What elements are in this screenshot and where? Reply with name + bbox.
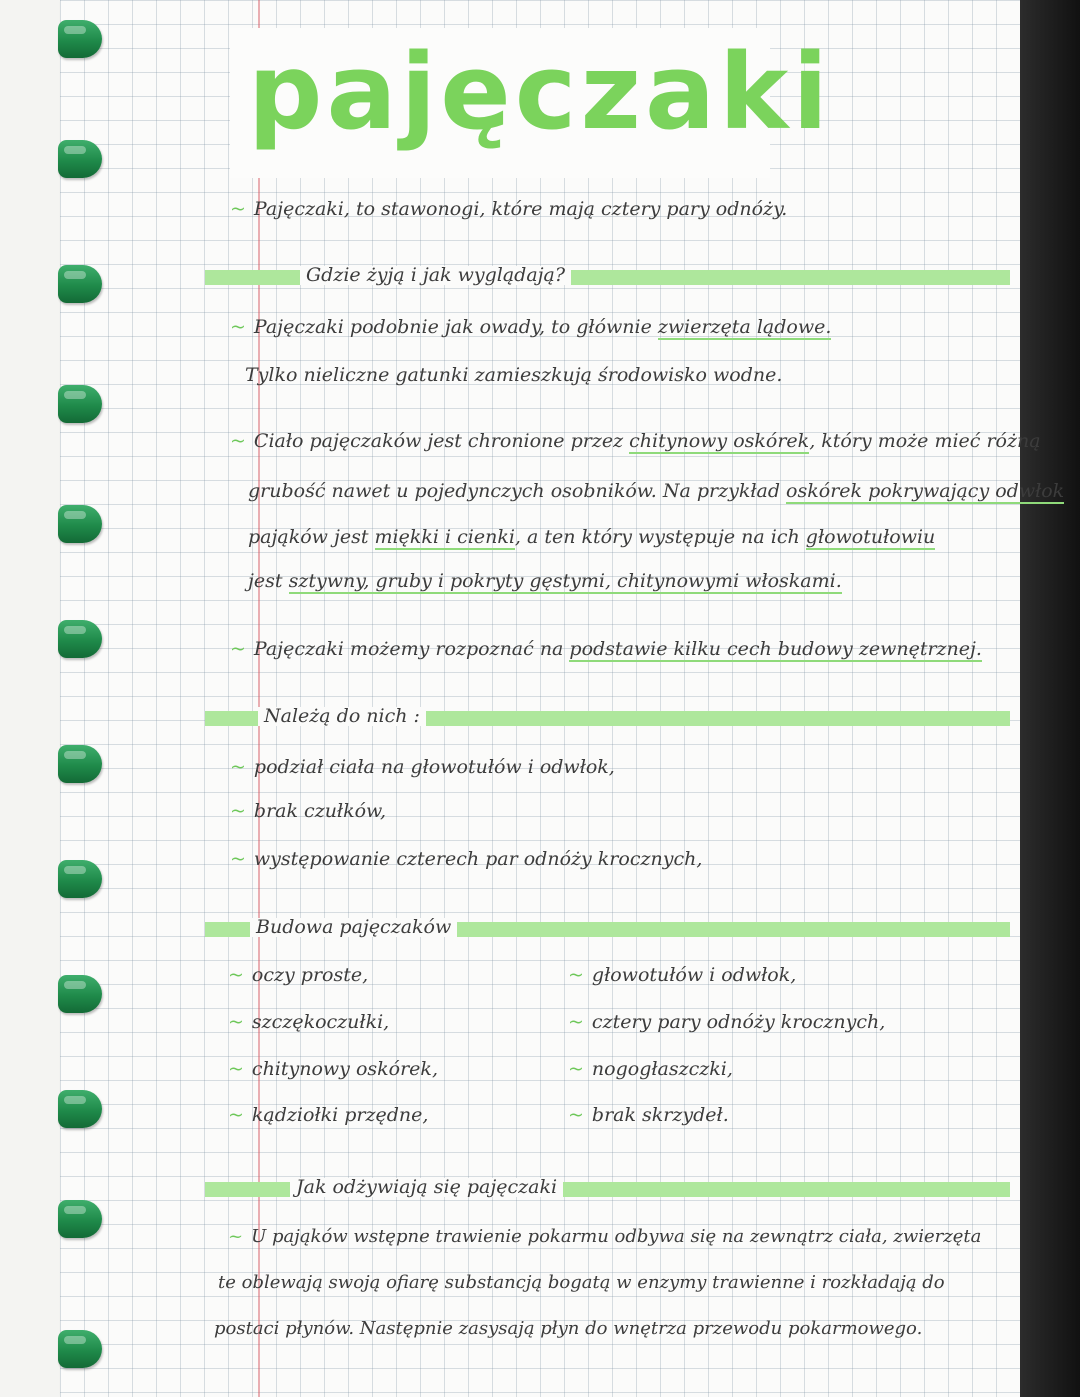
- structure-item-left: [228, 1013, 389, 1032]
- binding-ring: [58, 20, 102, 58]
- bullet-tilde-icon: ~: [230, 756, 246, 778]
- intro-text: Pajęczaki, to stawonogi, które mają cztery pary odnóży.: [253, 198, 788, 220]
- body-l1-a: Ciało pajęczaków jest chronione przez: [253, 430, 630, 452]
- binding-ring: [58, 1330, 102, 1368]
- body-l1-b: , który może mieć różną: [809, 430, 1041, 452]
- structure-heading: Budowa pajęczaków: [250, 918, 457, 937]
- binding-ring: [58, 1200, 102, 1238]
- body-l2-underlined: oskórek pokrywający odwłok: [786, 480, 1065, 502]
- structure-item-right: [568, 1013, 885, 1032]
- structure-item-left: [228, 966, 368, 985]
- intro-line: [230, 200, 787, 219]
- binding-ring: [58, 745, 102, 783]
- structure-item-left: [228, 1060, 438, 1079]
- binding-ring: [58, 975, 102, 1013]
- feeding-line-3: postaci płynów. Następnie zasysają płyn do wnętrza przewodu pokarmowego.: [214, 1318, 923, 1339]
- feature-item: [230, 802, 386, 821]
- feature-item: [230, 758, 615, 777]
- bullet-tilde-icon: ~: [568, 1058, 584, 1080]
- feature-text: występowanie czterech par odnóży krocznych,: [253, 848, 703, 870]
- recognize-text-underlined: podstawie kilku cech budowy zewnętrznej.: [569, 638, 982, 660]
- bullet-tilde-icon: ~: [568, 1104, 584, 1126]
- feature-item: [230, 850, 702, 869]
- body-l2-a: grubość nawet u pojedynczych osobników. Na przykład: [248, 480, 787, 502]
- structure-text: kądziołki przędne,: [251, 1104, 429, 1126]
- spiral-binding: [0, 0, 110, 1397]
- structure-item-right: [568, 1060, 733, 1079]
- binding-ring: [58, 265, 102, 303]
- bullet-tilde-icon: ~: [230, 198, 246, 220]
- habitat-text-underlined: zwierzęta lądowe.: [657, 316, 832, 338]
- structure-item-right: [568, 966, 796, 985]
- feeding-line-2: te oblewają swoją ofiarę substancją bogatą w enzymy trawienne i rozkładają do: [218, 1272, 945, 1293]
- structure-text: szczękoczułki,: [251, 1011, 390, 1033]
- body-l3-underlined-1: miękki i cienki: [374, 526, 515, 548]
- structure-text: brak skrzydeł.: [591, 1104, 729, 1126]
- page-title: pajęczaki: [248, 31, 832, 153]
- binding-ring: [58, 860, 102, 898]
- body-line-3: [248, 528, 935, 547]
- bullet-tilde-icon: ~: [228, 1011, 244, 1033]
- feeding-heading: Jak odżywiają się pajęczaki: [290, 1178, 563, 1197]
- body-l3-a: pająków jest: [248, 526, 375, 548]
- recognize-line: [230, 640, 982, 659]
- structure-text: cztery pary odnóży krocznych,: [591, 1011, 886, 1033]
- body-l4-underlined: sztywny, gruby i pokryty gęstymi, chitynowymi włoskami.: [288, 570, 842, 592]
- body-line-1: [230, 432, 1041, 451]
- bullet-tilde-icon: ~: [230, 800, 246, 822]
- binding-ring: [58, 140, 102, 178]
- body-line-4: [248, 572, 842, 591]
- body-l3-underlined-2: głowotułowiu: [805, 526, 936, 548]
- binding-ring: [58, 1090, 102, 1128]
- structure-text: nogogłaszczki,: [591, 1058, 733, 1080]
- body-l3-b: , a ten który występuje na ich: [514, 526, 806, 548]
- binding-ring: [58, 385, 102, 423]
- body-l1-underlined: chitynowy oskórek: [629, 430, 810, 452]
- structure-text: oczy proste,: [251, 964, 369, 986]
- feature-text: podział ciała na głowotułów i odwłok,: [253, 756, 615, 778]
- bullet-tilde-icon: ~: [568, 1011, 584, 1033]
- structure-text: chitynowy oskórek,: [251, 1058, 438, 1080]
- structure-text: głowotułów i odwłok,: [591, 964, 797, 986]
- habitat-heading: Gdzie żyją i jak wyglądają?: [300, 266, 571, 285]
- bullet-tilde-icon: ~: [228, 1226, 244, 1247]
- feeding-line-1: [228, 1228, 981, 1246]
- bullet-tilde-icon: ~: [230, 316, 246, 338]
- recognize-text-a: Pajęczaki możemy rozpoznać na: [253, 638, 570, 660]
- bullet-tilde-icon: ~: [228, 1058, 244, 1080]
- structure-item-right: [568, 1106, 729, 1125]
- body-l4-a: jest: [248, 570, 289, 592]
- body-line-2: [248, 482, 1064, 501]
- bullet-tilde-icon: ~: [568, 964, 584, 986]
- habitat-line-1: [230, 318, 831, 337]
- bullet-tilde-icon: ~: [230, 848, 246, 870]
- binding-ring: [58, 620, 102, 658]
- habitat-line-2: Tylko nieliczne gatunki zamieszkują środowisko wodne.: [245, 364, 783, 386]
- background-edge: [1020, 0, 1080, 1397]
- binding-ring: [58, 505, 102, 543]
- feature-text: brak czułków,: [253, 800, 387, 822]
- bullet-tilde-icon: ~: [230, 638, 246, 660]
- features-heading: Należą do nich :: [258, 707, 426, 726]
- bullet-tilde-icon: ~: [230, 430, 246, 452]
- structure-item-left: [228, 1106, 428, 1125]
- habitat-text-a: Pajęczaki podobnie jak owady, to głównie: [253, 316, 658, 338]
- bullet-tilde-icon: ~: [228, 964, 244, 986]
- bullet-tilde-icon: ~: [228, 1104, 244, 1126]
- feeding-text: U pająków wstępne trawienie pokarmu odbywa się na zewnątrz ciała, zwierzęta: [251, 1226, 982, 1247]
